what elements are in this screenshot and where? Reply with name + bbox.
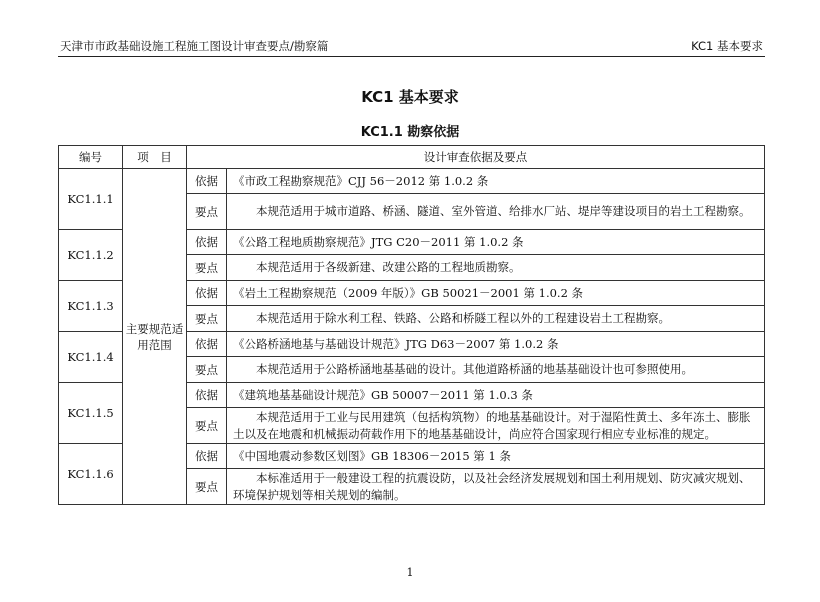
point-label: 要点 <box>187 255 227 281</box>
row-code: KC1.1.4 <box>59 332 123 383</box>
page-header <box>58 36 765 57</box>
item-label: 主要规范适用范围 <box>123 169 187 505</box>
basis-label: 依据 <box>187 169 227 194</box>
point-text: 本规范适用于除水利工程、铁路、公路和桥隧工程以外的工程建设岩土工程勘察。 <box>227 306 765 332</box>
basis-text: 《市政工程勘察规范》CJJ 56－2012 第 1.0.2 条 <box>227 169 765 194</box>
header-document-title: 天津市市政基础设施工程施工图设计审查要点/勘察篇 <box>60 39 329 53</box>
basis-text: 《岩土工程勘察规范（2009 年版）》GB 50021－2001 第 1.0.2 条 <box>227 281 765 306</box>
point-label: 要点 <box>187 408 227 444</box>
basis-text: 《公路工程地质勘察规范》JTG C20－2011 第 1.0.2 条 <box>227 230 765 255</box>
review-table <box>58 145 765 505</box>
row-code: KC1.1.3 <box>59 281 123 332</box>
basis-text: 《公路桥涵地基与基础设计规范》JTG D63－2007 第 1.0.2 条 <box>227 332 765 357</box>
point-text: 本规范适用于城市道路、桥涵、隧道、室外管道、给排水厂站、堤岸等建设项目的岩土工程勘察。 <box>227 194 765 230</box>
point-text: 本规范适用于各级新建、改建公路的工程地质勘察。 <box>227 255 765 281</box>
row-code: KC1.1.2 <box>59 230 123 281</box>
section-title: KC1.1 勘察依据 <box>360 125 460 140</box>
header-section-title: KC1 基本要求 <box>691 39 763 53</box>
header-code: 编号 <box>59 146 123 169</box>
basis-text: 《建筑地基基础设计规范》GB 50007－2011 第 1.0.3 条 <box>227 383 765 408</box>
point-label: 要点 <box>187 357 227 383</box>
basis-label: 依据 <box>187 383 227 408</box>
basis-label: 依据 <box>187 281 227 306</box>
row-code: KC1.1.6 <box>59 444 123 505</box>
table-row <box>59 169 765 194</box>
page-number: 1 <box>406 566 414 579</box>
point-label: 要点 <box>187 306 227 332</box>
table-header-row <box>59 146 765 169</box>
point-label: 要点 <box>187 469 227 505</box>
row-code: KC1.1.5 <box>59 383 123 444</box>
chapter-title: KC1 基本要求 <box>361 88 459 106</box>
row-code: KC1.1.1 <box>59 169 123 230</box>
header-item: 项 目 <box>123 146 187 169</box>
basis-text: 《中国地震动参数区划图》GB 18306－2015 第 1 条 <box>227 444 765 469</box>
point-text: 本标准适用于一般建设工程的抗震设防，以及社会经济发展规划和国土利用规划、防灾减灾规划、环境保护规划等相关规划的编制。 <box>227 469 765 505</box>
basis-label: 依据 <box>187 230 227 255</box>
basis-label: 依据 <box>187 444 227 469</box>
header-content: 设计审查依据及要点 <box>187 146 765 169</box>
point-text: 本规范适用于工业与民用建筑（包括构筑物）的地基基础设计。对于湿陷性黄土、多年冻土、膨胀土以及在地震和机械振动荷载作用下的地基基础设计，尚应符合国家现行相应专业标准的规定。 <box>227 408 765 444</box>
point-label: 要点 <box>187 194 227 230</box>
basis-label: 依据 <box>187 332 227 357</box>
point-text: 本规范适用于公路桥涵地基基础的设计。其他道路桥涵的地基基础设计也可参照使用。 <box>227 357 765 383</box>
